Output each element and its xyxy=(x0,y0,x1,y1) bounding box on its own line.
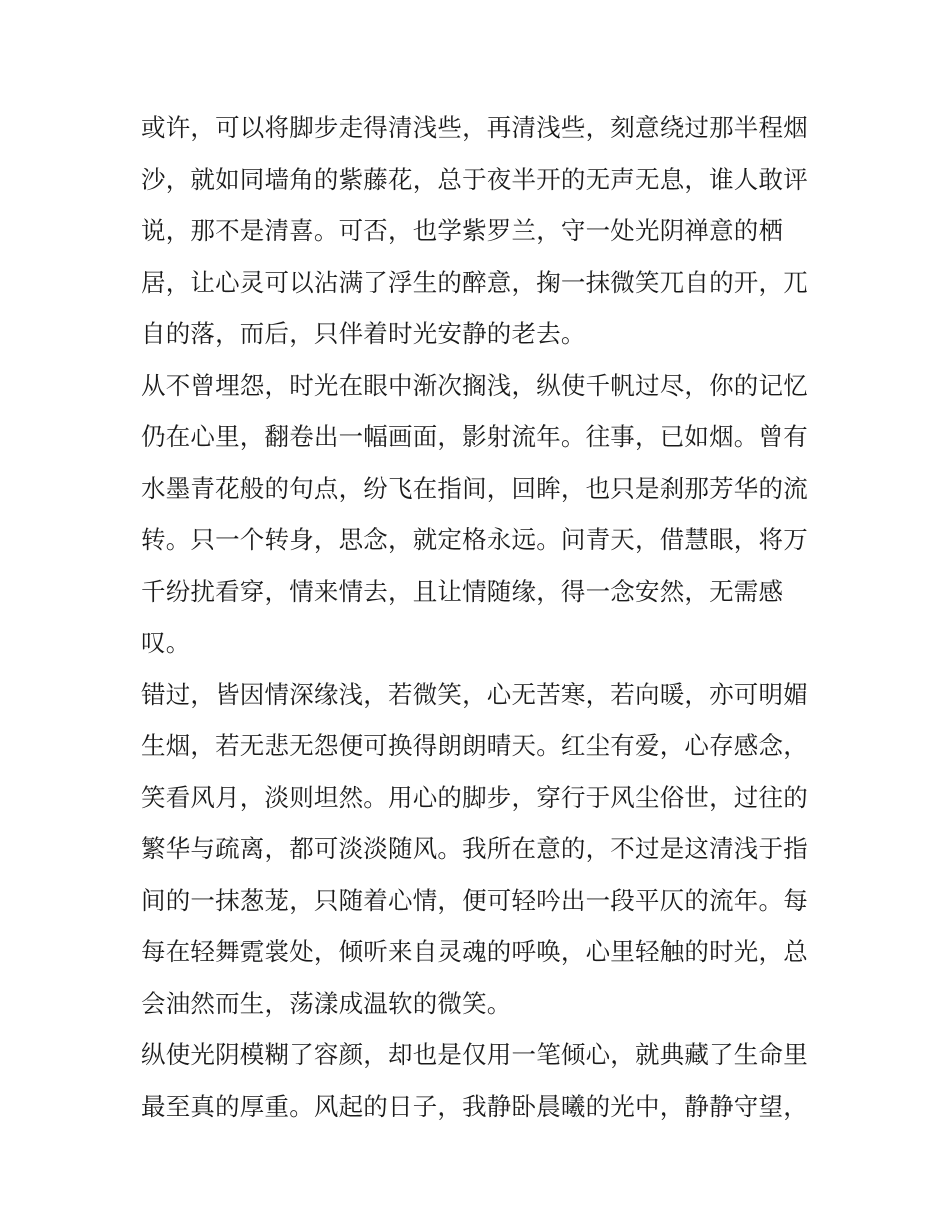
text-line: 说，那不是清喜。可否，也学紫罗兰，守一处光阴禅意的栖 xyxy=(141,216,784,245)
text-line: 叹。 xyxy=(141,628,191,657)
text-line: 繁华与疏离，都可淡淡随风。我所在意的，不过是这清浅于指 xyxy=(141,834,808,863)
text-line: 居，让心灵可以沾满了浮生的醉意，掬一抹微笑兀自的开，兀 xyxy=(141,267,808,297)
text-line: 会油然而生，荡漾成温软的微笑。 xyxy=(141,988,512,1018)
text-line: 自的落，而后，只伴着时光安静的老去。 xyxy=(141,319,586,348)
text-line: 千纷扰看穿，情来情去，且让情随缘，得一念安然，无需感 xyxy=(141,576,784,606)
text-line: 或许，可以将脚步走得清浅些，再清浅些，刻意绕过那半程烟 xyxy=(141,113,808,142)
text-line: 水墨青花般的句点，纷飞在指间，回眸，也只是刹那芳华的流 xyxy=(141,473,808,503)
text-line: 生烟，若无悲无怨便可换得朗朗晴天。红尘有爱，心存感念， xyxy=(141,731,808,760)
text-line: 间的一抹葱茏，只随着心情，便可轻吟出一段平仄的流年。每 xyxy=(141,885,808,915)
text-line: 笑看风月，淡则坦然。用心的脚步，穿行于风尘俗世，过往的 xyxy=(141,782,808,812)
text-line: 最至真的厚重。风起的日子，我静卧晨曦的光中，静静守望， xyxy=(141,1091,808,1121)
text-line: 每在轻舞霓裳处，倾听来自灵魂的呼唤，心里轻触的时光，总 xyxy=(141,937,808,966)
text-line: 仍在心里，翻卷出一幅画面，影射流年。往事，已如烟。曾有 xyxy=(141,422,808,451)
document-body xyxy=(141,102,816,1132)
text-line: 转。只一个转身，思念，就定格永远。问青天，借慧眼，将万 xyxy=(141,525,808,554)
text-line: 沙，就如同墙角的紫藤花，总于夜半开的无声无息，谁人敢评 xyxy=(141,164,808,194)
text-line: 从不曾埋怨，时光在眼中渐次搁浅，纵使千帆过尽，你的记忆 xyxy=(141,370,808,400)
text-line: 错过，皆因情深缘浅，若微笑，心无苦寒，若向暖，亦可明媚 xyxy=(141,679,808,709)
text-line: 纵使光阴模糊了容颜，却也是仅用一笔倾心，就典藏了生命里 xyxy=(141,1040,808,1069)
